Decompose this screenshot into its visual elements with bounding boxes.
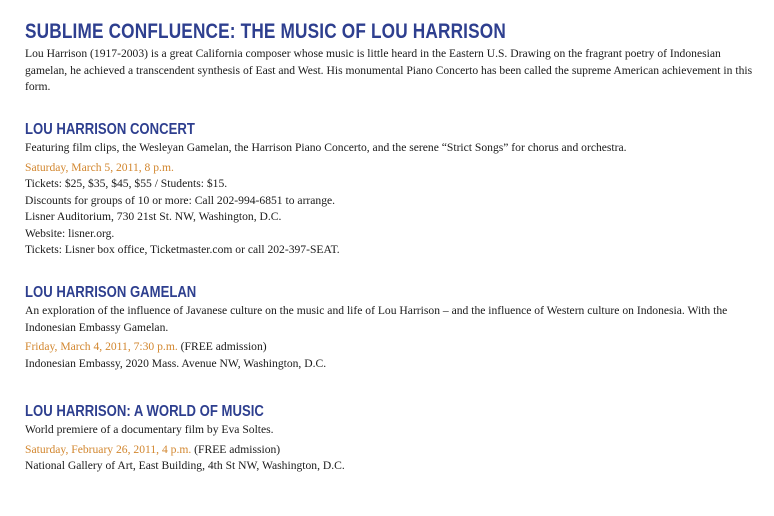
- film-venue: National Gallery of Art, East Building, 4th St NW, Washington, D.C.: [25, 459, 345, 472]
- gamelan-date-line: [25, 339, 765, 356]
- film-date: Saturday, February 26, 2011, 4 p.m.: [25, 442, 192, 456]
- concert-tickets: Tickets: $25, $35, $45, $55 / Students: $15.: [25, 177, 228, 190]
- gamelan-description: An exploration of the influence of Javanese culture on the music and life of Lou Harrison – and the influence of Western culture on Indonesia. With the Indonesian Embassy Gamelan.: [25, 304, 728, 334]
- concert-heading: LOU HARRISON CONCERT: [25, 121, 195, 138]
- film-date-line: [25, 442, 765, 459]
- concert-box-office: Tickets: Lisner box office, Ticketmaster.com or call 202-397-SEAT.: [25, 243, 340, 256]
- gamelan-section: [25, 284, 765, 372]
- gamelan-venue: Indonesian Embassy, 2020 Mass. Avenue NW, Washington, D.C.: [25, 356, 327, 370]
- concert-venue: Lisner Auditorium, 730 21st St. NW, Washington, D.C.: [25, 210, 282, 223]
- film-description: World premiere of a documentary film by Eva Soltes.: [25, 423, 274, 436]
- page-title: SUBLIME CONFLUENCE: THE MUSIC OF LOU HARRISON: [25, 20, 506, 43]
- concert-website[interactable]: Website: lisner.org.: [25, 226, 115, 240]
- film-heading: LOU HARRISON: A WORLD OF MUSIC: [25, 403, 264, 420]
- film-section: [25, 403, 765, 475]
- gamelan-admission: (FREE admission): [177, 340, 267, 353]
- concert-description: Featuring film clips, the Wesleyan Gamelan, the Harrison Piano Concerto, and the serene “Strict Songs” for chorus and orchestra.: [25, 141, 627, 154]
- gamelan-heading: LOU HARRISON GAMELAN: [25, 284, 197, 301]
- concert-section: [25, 121, 765, 259]
- concert-date: Saturday, March 5, 2011, 8 p.m.: [25, 160, 174, 174]
- film-admission: (FREE admission): [191, 442, 281, 456]
- gamelan-date: Friday, March 4, 2011, 7:30 p.m.: [25, 340, 178, 353]
- intro-paragraph: Lou Harrison (1917-2003) is a great California composer whose music is little heard in the Eastern U.S. Drawing on the fragrant poetry of Indonesian gamelan, he achieved a transcendent synthesis of East and West. His monumental Piano Concerto has been called the supreme American achievement in this form.: [25, 47, 753, 93]
- concert-discounts: Discounts for groups of 10 or more: Call 202-994-6851 to arrange.: [25, 193, 336, 207]
